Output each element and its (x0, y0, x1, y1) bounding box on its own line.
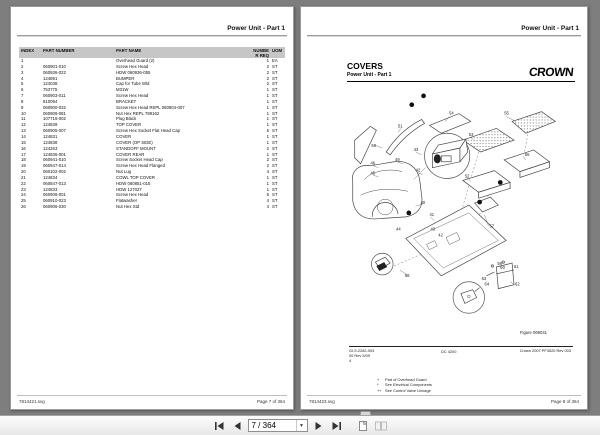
diagram-marker-dot (477, 200, 482, 205)
table-cell: ST (272, 180, 278, 186)
part-54-cover (429, 114, 470, 134)
diagram-callout-44: 44 (396, 226, 401, 232)
table-cell: 124891 (43, 75, 58, 81)
chevron-down-icon[interactable]: ▼ (296, 420, 307, 431)
diagram-callout-53: 53 (468, 132, 474, 138)
table-cell: Screw Hex Head (116, 63, 149, 69)
crown-logo: CROWN (528, 65, 574, 79)
table-cell: 1 (266, 58, 269, 63)
table-cell: COVER REAR (116, 151, 145, 157)
table-cell: 7 (21, 93, 24, 99)
table-cell: EA (272, 58, 278, 63)
table-cell: HDW 060851-015 (116, 180, 151, 186)
table-cell: 1 (266, 98, 269, 104)
table-cell: 060847-013 (43, 180, 66, 186)
diagram-callout-46: 46 (370, 160, 376, 166)
table-cell: BUMPER (116, 75, 135, 81)
doc-id-number: GI-9-2282-003 (349, 348, 375, 353)
table-cell: ST (272, 157, 278, 163)
facing-pages-view-icon (374, 420, 388, 432)
table-cell: ST (272, 63, 278, 69)
running-header: Power Unit - Part 1 (227, 25, 285, 32)
section-title: COVERS (347, 61, 383, 71)
exploded-view-svg (331, 89, 583, 327)
table-cell: ST (272, 104, 278, 110)
part-51-trim (386, 119, 424, 154)
footer-page-number: Page 7 of 364 (256, 399, 285, 404)
truck-body-outline (352, 161, 422, 218)
diagram-callout-45: 45 (370, 170, 376, 176)
page-number-input[interactable] (249, 421, 296, 430)
diagram-callout-52: 52 (464, 173, 470, 179)
previous-page-icon (233, 421, 242, 431)
table-cell: 4 (266, 204, 269, 210)
diagram-callout-60: 60 (500, 264, 505, 270)
table-cell: 124836-001 (43, 151, 66, 157)
table-cell: 4 (21, 75, 24, 81)
table-cell: 16 (21, 145, 26, 151)
diagram-marker-dot (421, 94, 426, 99)
single-page-view-icon (357, 420, 369, 432)
footer-rule (307, 395, 581, 396)
table-cell: ST (272, 128, 278, 134)
table-cell: 124834 (43, 174, 58, 180)
doc-id-block (349, 349, 374, 363)
table-cell: 1 (266, 110, 269, 116)
legend-text: See Electrical Components (385, 382, 432, 388)
legend-item (377, 388, 432, 393)
table-cell: 2 (21, 63, 24, 69)
table-cell: 19 (21, 163, 26, 169)
table-cell: ST (272, 204, 278, 210)
table-cell: 124833 (43, 186, 58, 192)
legend-symbol: * (377, 382, 379, 388)
table-cell: 1 (266, 116, 269, 122)
table-cell: ST (272, 186, 278, 192)
previous-page-button[interactable] (230, 418, 245, 433)
table-cell: 13 (21, 128, 26, 134)
table-cell: 060905-007 (43, 128, 66, 134)
diagram-callout-56: 56 (524, 151, 530, 157)
diagram-callout-64: 64 (484, 281, 490, 287)
footer-filename: 7814421.svg (19, 399, 45, 404)
table-cell: 060901-010 (43, 63, 66, 69)
table-cell: 060941-010 (43, 157, 66, 163)
section-rule (347, 81, 575, 82)
table-cell: 17 (21, 151, 26, 157)
table-cell: 14 (21, 133, 26, 139)
footer-filename: 7814423.svg (309, 399, 335, 404)
doc-copyright: Crown 2007 PF3520 Rev 003 (519, 348, 571, 353)
table-cell: 1 (266, 139, 269, 145)
header-rule (307, 35, 581, 37)
table-cell: 15 (21, 139, 26, 145)
table-cell: COVER (116, 133, 132, 139)
table-cell: 4 (266, 198, 269, 204)
next-page-icon (314, 421, 323, 431)
footer-page-number: Page 8 of 364 (550, 399, 579, 404)
doc-revision: 00 Rev 5/09 (349, 352, 370, 358)
legend-text: See Control Valve Linkage (385, 387, 431, 393)
table-cell: STANDOFF MOUNT (116, 145, 156, 151)
diagram-callout-55: 55 (504, 110, 509, 116)
next-page-button[interactable] (311, 418, 326, 433)
diagram-callout-62: 62 (515, 281, 520, 287)
table-cell: 124831 (43, 133, 58, 139)
diagram-callout-61: 61 (514, 263, 519, 269)
table-cell: 060906-030 (43, 204, 66, 210)
table-cell: Screw Socket Head Cap (116, 157, 163, 163)
diagram-callout-54: 54 (449, 110, 454, 116)
table-cell: ST (272, 122, 278, 128)
last-page-icon (331, 421, 342, 431)
table-cell: ST (272, 98, 278, 104)
table-cell: 060102-002 (43, 169, 66, 175)
table-cell: Nut Hex Std (116, 204, 140, 210)
table-cell: TOP COVER (116, 122, 142, 128)
table-cell: Screw Hex Socket Flat Head Cap (116, 128, 181, 134)
table-cell: COWL TOP COVER (116, 174, 155, 180)
table-cell: Nut Hex REPL 789162 (116, 110, 160, 116)
diagram-callout-57: 57 (489, 223, 495, 229)
table-cell: 124038 (43, 81, 58, 87)
table-cell: 2 (266, 145, 269, 151)
legend-symbol: ++ (377, 387, 382, 393)
table-cell: ST (272, 198, 278, 204)
table-cell: 060906-001 (43, 192, 66, 198)
table-cell: HDW 060936-055 (116, 69, 151, 75)
parts-table-header (19, 47, 285, 58)
table-cell: ST (272, 151, 278, 157)
table-cell: 1 (266, 133, 269, 139)
table-cell: 1 (21, 58, 24, 63)
table-cell: 22 (21, 180, 26, 186)
diagram-callout-63: 63 (481, 275, 487, 281)
diagram-callout-58: 58 (404, 272, 410, 278)
table-cell: ST (272, 145, 278, 151)
table-cell: 810094 (43, 98, 58, 104)
table-cell: 4 (266, 169, 269, 175)
diagram-callout-50: 50 (371, 143, 377, 149)
table-cell: 1 (266, 93, 269, 99)
diagram-callout-59: 59 (497, 261, 502, 267)
table-cell: 12 (21, 122, 26, 128)
table-cell: ST (272, 192, 278, 198)
table-cell: 9 (21, 104, 24, 110)
part-55-grille (512, 112, 555, 134)
table-cell: HDW 127027 (116, 186, 142, 192)
last-page-button[interactable] (329, 418, 344, 433)
diagram-callout-51: 51 (397, 123, 403, 129)
table-cell: 21 (21, 174, 26, 180)
table-cell: 060900-032 (43, 104, 66, 110)
table-cell: Plug Black (116, 116, 137, 122)
table-cell: 060910-023 (43, 198, 66, 204)
table-cell: 26 (21, 204, 26, 210)
table-cell: Screw Hex Head Flanged (116, 163, 165, 169)
table-cell: 060903-011 (43, 93, 66, 99)
col-header-number-req-line2: R REQ (255, 53, 269, 58)
col-header-part-number: PART NUMBER (43, 48, 75, 53)
table-cell: ST (272, 110, 278, 116)
diagram-marker-dot (406, 211, 411, 216)
diagram-callout-41: 41 (429, 211, 435, 217)
col-header-uom: UOM (272, 48, 283, 53)
doc-sheet-number: 4 (349, 357, 352, 363)
table-cell: M31W (116, 87, 129, 93)
detail-circle-main (425, 133, 470, 178)
table-cell: 1 (266, 104, 269, 110)
table-cell: 1 (266, 122, 269, 128)
table-cell: ST (272, 133, 278, 139)
table-cell: 2 (266, 81, 269, 87)
table-cell: 124263 (43, 145, 58, 151)
section-subtitle: Power Unit - Part 1 (347, 72, 392, 78)
table-cell: 6 (21, 87, 24, 93)
table-cell: ST (272, 87, 278, 93)
facing-pages-view-button[interactable] (374, 418, 389, 433)
diagram-callout-49: 49 (395, 156, 400, 162)
table-cell: 5 (21, 81, 24, 87)
doc-footer-rule (349, 346, 573, 347)
table-cell: 2 (266, 75, 269, 81)
table-row (19, 204, 285, 210)
table-cell: 2 (266, 63, 269, 69)
legend-text: Part of Overhead Guard (385, 377, 427, 382)
first-page-icon (214, 421, 225, 431)
table-cell: 060947-014 (43, 163, 66, 169)
detail-circle-lower-center (453, 282, 484, 313)
diagram-callout-43: 43 (430, 226, 436, 232)
table-cell: 1 (266, 87, 269, 93)
table-cell: BRACKET (116, 98, 137, 104)
table-cell: 1 (266, 151, 269, 157)
table-cell: 124838 (43, 139, 58, 145)
table-cell: ST (272, 93, 278, 99)
table-cell: Cap for Tube Wld (116, 81, 150, 87)
table-cell: 24 (21, 192, 26, 198)
table-cell: Nut Lug (116, 169, 132, 175)
detail-circle-lower-left (371, 253, 393, 275)
table-cell: ST (272, 174, 278, 180)
page-number-combobox[interactable] (248, 419, 308, 432)
table-cell: Overhead Guard (2) (116, 58, 155, 63)
diagram-callout-43: 43 (413, 146, 419, 152)
diagram-marker-dot (409, 102, 414, 107)
running-header: Power Unit - Part 1 (521, 25, 579, 32)
table-cell: 18 (21, 157, 26, 163)
table-cell: 753775 (43, 87, 58, 93)
table-cell: Flatwasher (116, 198, 138, 204)
table-cell: ST (272, 69, 278, 75)
table-cell: 060909-081 (43, 110, 66, 116)
table-cell: 2 (266, 69, 269, 75)
table-cell: ST (272, 75, 278, 81)
figure-number: Figure 069041 (519, 330, 547, 335)
col-header-number-req-line1: NUMBE (253, 48, 269, 53)
table-cell: COVER (OP SIDE) (116, 139, 153, 145)
table-cell: ST (272, 139, 278, 145)
header-rule (17, 35, 287, 37)
diagram-callout-42: 42 (438, 232, 443, 238)
table-cell: 107716-002 (43, 116, 66, 122)
single-page-view-button[interactable] (356, 418, 371, 433)
doc-model-code: DC 4200 (441, 349, 457, 354)
col-header-number-req (247, 48, 269, 57)
table-cell: 5 (266, 192, 269, 198)
table-cell: 3 (21, 69, 24, 75)
table-cell: 1 (266, 174, 269, 180)
table-cell: ST (272, 163, 278, 169)
table-cell: Screw Hex Head (116, 192, 149, 198)
table-cell: 2 (266, 163, 269, 169)
table-cell: 2 (266, 157, 269, 163)
pdf-page-right (300, 6, 588, 410)
diagram-marker-dot (498, 180, 503, 185)
table-cell: 8 (21, 98, 24, 104)
table-cell: Screw Hex Head (116, 93, 149, 99)
table-cell: Screw Hex Head REPL 060904-007 (116, 104, 185, 110)
parts-table-body (19, 58, 285, 210)
diagram-callout-40: 40 (420, 200, 426, 206)
table-cell: 1 (266, 186, 269, 192)
table-cell: 25 (21, 198, 26, 204)
legend-symbol: + (377, 377, 380, 382)
table-cell: 060936-022 (43, 69, 66, 75)
table-cell: 1 (266, 180, 269, 186)
table-cell: ST (272, 116, 278, 122)
table-cell: 124839 (43, 122, 58, 128)
col-header-part-name: PART NAME (116, 48, 142, 53)
diagram-callout-42: 42 (415, 167, 421, 173)
part-57-bracket (475, 197, 499, 212)
parts-table (19, 47, 285, 210)
pdf-page-left (10, 6, 294, 410)
table-cell: 5 (266, 128, 269, 134)
table-cell: 10 (21, 110, 26, 116)
table-cell: 20 (21, 169, 26, 175)
table-cell: ST (272, 169, 278, 175)
table-cell: ST (272, 81, 278, 87)
pager-toolbar (0, 415, 600, 435)
first-page-button[interactable] (212, 418, 227, 433)
table-cell: 11 (21, 116, 26, 122)
table-cell: 23 (21, 186, 26, 192)
diagram-legend (377, 377, 432, 393)
footer-rule (17, 395, 287, 396)
col-header-index: INDEX (21, 48, 35, 53)
